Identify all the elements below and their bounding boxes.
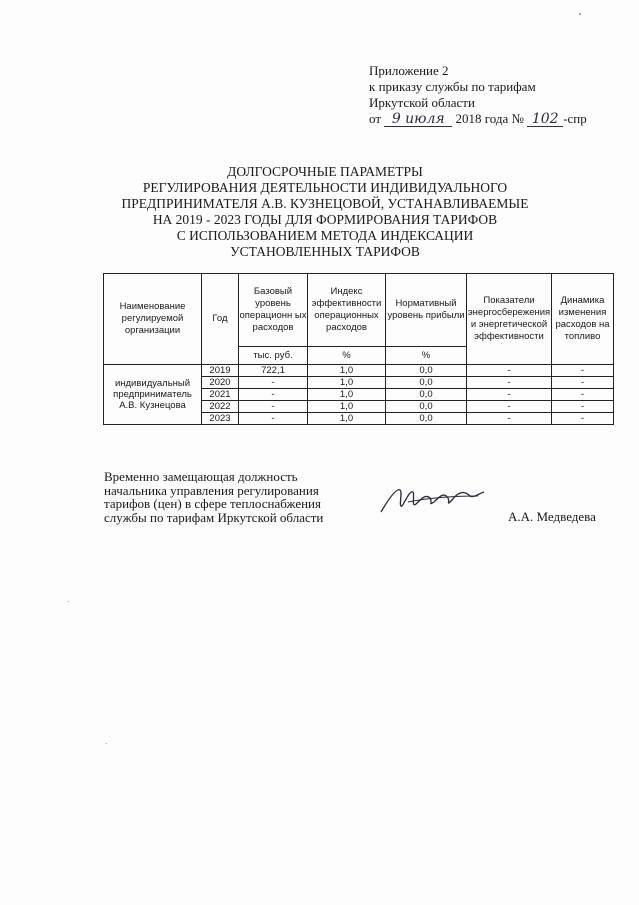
- cell-base: -: [239, 389, 308, 401]
- scan-speck: [68, 601, 69, 602]
- cell-base: 722,1: [239, 365, 308, 377]
- title-line4: НА 2019 - 2023 ГОДЫ ДЛЯ ФОРМИРОВАНИЯ ТАРИФОВ: [152, 212, 498, 227]
- cell-energy: -: [467, 401, 552, 413]
- cell-year: 2021: [202, 389, 239, 401]
- cell-fuel: -: [552, 413, 614, 425]
- header-index: Индекс эффективности операционных расходов: [308, 274, 386, 347]
- handwritten-date: 9 июля: [384, 112, 452, 127]
- title-line2: РЕГУЛИРОВАНИЯ ДЕЯТЕЛЬНОСТИ ИНДИВИДУАЛЬНОГО: [142, 180, 508, 195]
- number-suffix: -спр: [563, 111, 587, 126]
- signatory-name: А.А. Медведева: [508, 509, 596, 524]
- title-line5: С ИСПОЛЬЗОВАНИЕМ МЕТОДА ИНДЕКСАЦИИ: [176, 228, 474, 243]
- cell-base: -: [239, 377, 308, 389]
- cell-base: -: [239, 413, 308, 425]
- cell-year: 2020: [202, 377, 239, 389]
- title-line3: ПРЕДПРИНИМАТЕЛЯ А.В. КУЗНЕЦОВОЙ, УСТАНАВЛИВАЕМЫЕ: [121, 196, 529, 211]
- header-org: Наименование регулируемой организации: [104, 274, 202, 365]
- table-row: [104, 365, 614, 377]
- cell-fuel: -: [552, 377, 614, 389]
- appendix-line2: к приказу службы по тарифам: [369, 79, 536, 94]
- table-header-row: [104, 274, 614, 347]
- cell-index: 1,0: [308, 401, 386, 413]
- handwritten-number: 102: [527, 112, 563, 127]
- signatory-position: [104, 470, 323, 524]
- cell-index: 1,0: [308, 413, 386, 425]
- cell-fuel: -: [552, 401, 614, 413]
- position-line1: Временно замещающая должность: [104, 469, 298, 484]
- date-prefix: от: [369, 111, 382, 126]
- appendix-date-line: [369, 111, 587, 127]
- cell-year: 2022: [202, 401, 239, 413]
- cell-profit: 0,0: [386, 365, 467, 377]
- org-name-cell: индивидуальный предприниматель А.В. Кузнецова: [104, 365, 202, 425]
- cell-index: 1,0: [308, 377, 386, 389]
- date-suffix: 2018 года №: [455, 111, 524, 126]
- scan-speck: [106, 743, 107, 744]
- header-profit: Нормативный уровень прибыли: [386, 274, 467, 347]
- cell-energy: -: [467, 377, 552, 389]
- cell-index: 1,0: [308, 365, 386, 377]
- cell-base: -: [239, 401, 308, 413]
- header-fuel: Динамика изменения расходов на топливо: [552, 274, 614, 365]
- unit-profit: %: [386, 347, 467, 365]
- header-base: Базовый уровень операционн ых расходов: [239, 274, 308, 347]
- title-line1: ДОЛГОСРОЧНЫЕ ПАРАМЕТРЫ: [227, 164, 423, 179]
- appendix-line1: Приложение 2: [369, 63, 449, 78]
- appendix-line3: Иркутской области: [369, 95, 475, 110]
- cell-profit: 0,0: [386, 413, 467, 425]
- handwritten-signature: [378, 482, 488, 518]
- scan-speck: [579, 13, 581, 15]
- header-year: Год: [202, 274, 239, 365]
- cell-energy: -: [467, 365, 552, 377]
- parameters-table: [103, 273, 614, 425]
- cell-profit: 0,0: [386, 389, 467, 401]
- cell-year: 2023: [202, 413, 239, 425]
- cell-energy: -: [467, 413, 552, 425]
- unit-index: %: [308, 347, 386, 365]
- cell-profit: 0,0: [386, 377, 467, 389]
- cell-year: 2019: [202, 365, 239, 377]
- cell-profit: 0,0: [386, 401, 467, 413]
- position-line2: начальника управления регулирования: [104, 482, 319, 498]
- unit-base: тыс. руб.: [239, 347, 308, 365]
- header-energy: Показатели энергосбережения и энергетической эффективности: [467, 274, 552, 365]
- cell-energy: -: [467, 389, 552, 401]
- appendix-block: [369, 63, 587, 127]
- position-line4: службы по тарифам Иркутской области: [104, 509, 324, 525]
- cell-fuel: -: [552, 365, 614, 377]
- position-line3: тарифов (цен) в сфере теплоснабжения: [104, 496, 321, 512]
- cell-fuel: -: [552, 389, 614, 401]
- cell-index: 1,0: [308, 389, 386, 401]
- title-line6: УСТАНОВЛЕННЫХ ТАРИФОВ: [230, 244, 420, 259]
- document-title: [120, 164, 530, 260]
